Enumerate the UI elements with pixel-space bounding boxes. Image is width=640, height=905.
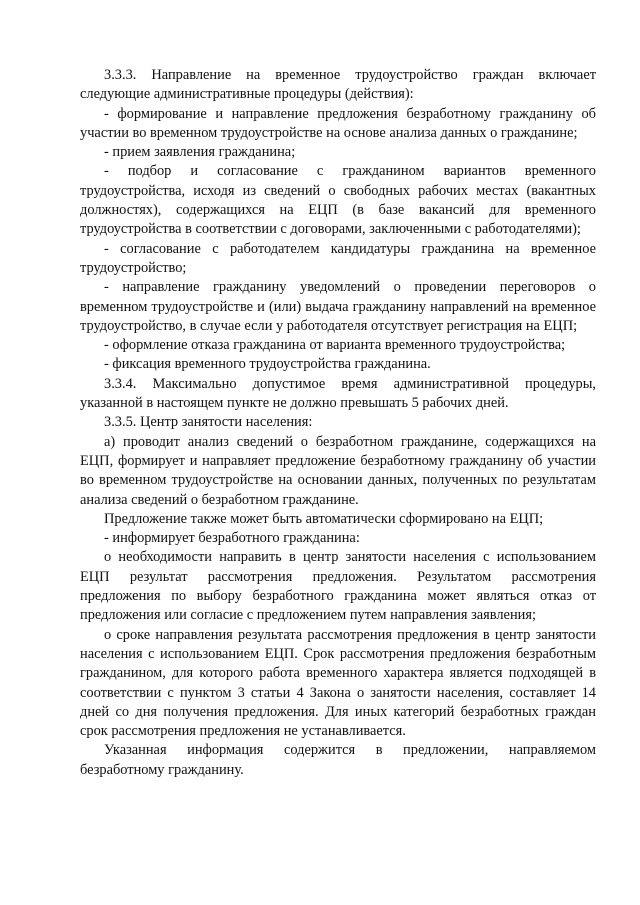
list-item-options-selection: - подбор и согласование с гражданином вариантов временного трудоустройства, исходя из сведений о свободных рабочих местах (вакантных должностях), содержащихся на ЕЦП (в базе вакансий для временного трудоустройства в соответствии с договорами, заключенными с работодателями); (80, 163, 596, 238)
paragraph-item-a: а) проводит анализ сведений о безработном гражданине, содержащихся на ЕЦП, формирует и направляет предложение безработному гражданину об участии во временном трудоустройстве на основании данных, полученных по результатам анализа сведений о безработном гражданине. (80, 433, 596, 508)
list-item-employer-approval: - согласование с работодателем кандидатуры гражданина на временное трудоустройство; (80, 240, 596, 276)
paragraph-informs: - информирует безработного гражданина: (104, 530, 360, 547)
paragraph-auto-offer: Предложение также может быть автоматически сформировано на ЕЦП; (104, 510, 544, 527)
list-item-application-receipt: - прием заявления гражданина; (104, 144, 296, 161)
paragraph-deadline: о сроке направления результата рассмотрения предложения в центр занятости населения с использованием ЕЦП. Срок рассмотрения предложения безработным гражданином, для которого работа временного характера является подходящей в соответствии с пунктом 3 статьи 4 Закона о занятости населения, составляет 14 дней со дня получения предложения. Для иных категорий безработных граждан срок рассмотрения предложения не устанавливается. (80, 626, 596, 740)
list-item-refusal: - оформление отказа гражданина от варианта временного трудоустройства; (104, 337, 566, 354)
paragraph-3-3-3-intro: 3.3.3. Направление на временное трудоустройство граждан включает следующие административные процедуры (действия): (80, 67, 596, 103)
list-item-fixation: - фиксация временного трудоустройства гражданина. (104, 356, 431, 373)
list-item-notifications: - направление гражданину уведомлений о проведении переговоров о временном трудоустройстве и (или) выдача гражданину направлений на временное трудоустройство, в случае если у работодателя отсутствует регистрация на ЕЦП; (80, 279, 596, 334)
paragraph-result-submission: о необходимости направить в центр занятости населения с использованием ЕЦП результат рассмотрения предложения. Результатом рассмотрения предложения по выбору безработного гражданина может являться отказ от предложения или согласие с предложением путем направления заявления; (80, 549, 596, 624)
paragraph-info-contained: Указанная информация содержится в предложении, направляемом безработному гражданину. (80, 742, 596, 778)
paragraph-3-3-5-heading: 3.3.5. Центр занятости населения: (104, 414, 313, 431)
paragraph-3-3-4: 3.3.4. Максимально допустимое время административной процедуры, указанной в настоящем пункте не должно превышать 5 рабочих дней. (80, 375, 596, 412)
list-item-offer-forming: - формирование и направление предложения безработному гражданину об участии во временном трудоустройстве на основе анализа данных о гражданине; (80, 105, 596, 141)
